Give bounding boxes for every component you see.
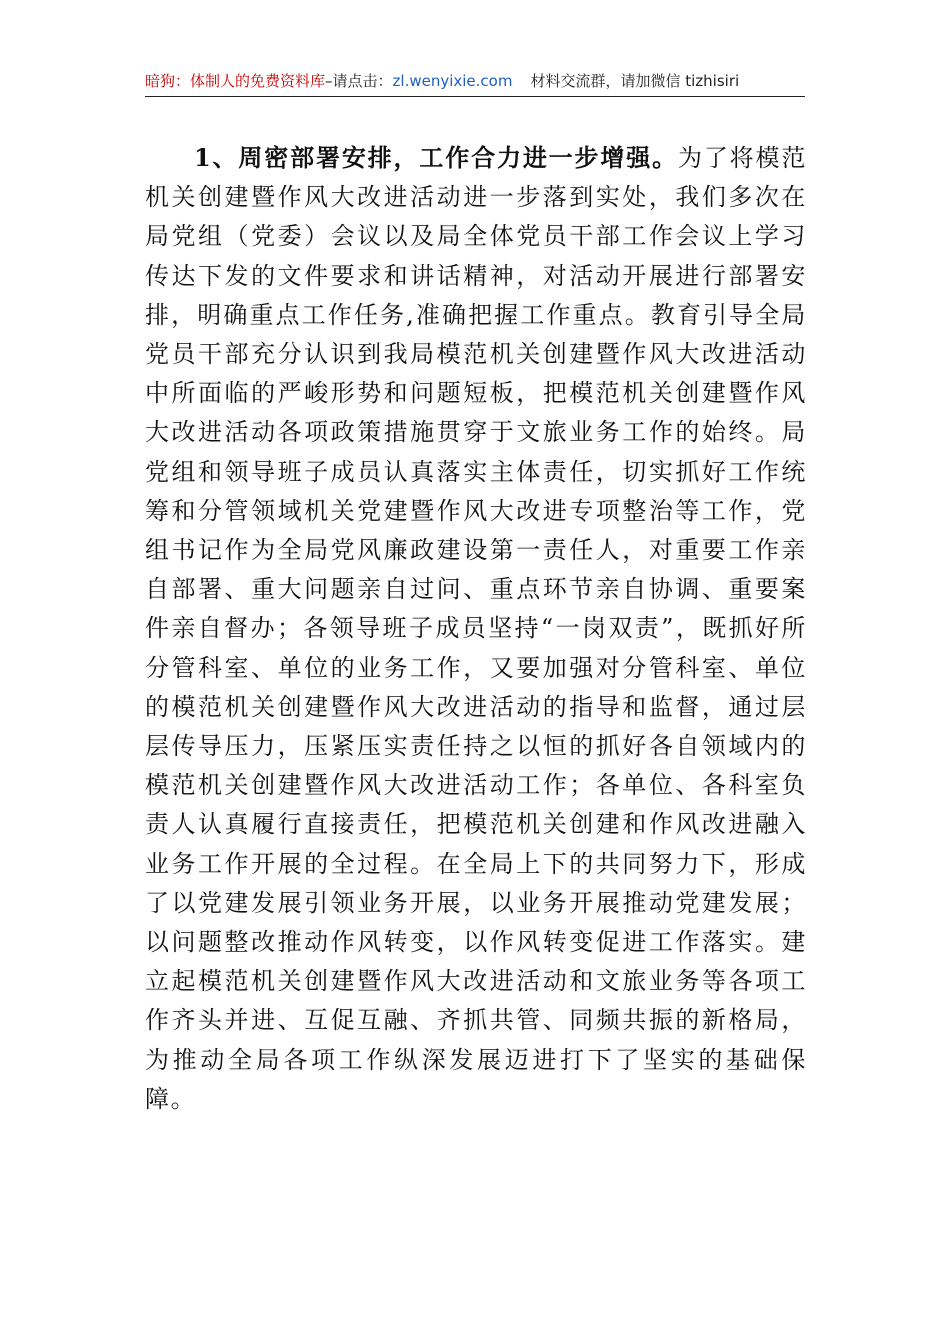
header-brand: 暗狗：体制人的免费资料库 [145, 72, 326, 90]
header-group-note: 材料交流群，请加微信 tizhisiri [530, 72, 740, 90]
paragraph-heading: 1、周密部署安排，工作合力进一步增强。 [194, 143, 678, 172]
header-prompt: –请点击： [325, 72, 393, 90]
paragraph-text: 为了将模范机关创建暨作风大改进活动进一步落到实处，我们多次在局党组（党委）会议以及局全体党员干部工作会议上学习传达下发的文件要求和讲话精神，对活动开展进行部署安排，明确重点工作任务,准确把握工作重点。教育引导全局党员干部充分认识到我局模范机关创建暨作风大改进活动中所面临的严峻形势和问题短板，把模范机关创建暨作风大改进活动各项政策措施贯穿于文旅业务工作的始终。局党组和领导班子成员认真落实主体责任，切实抓好工作统筹和分管领域机关党建暨作风大改进专项整治等工作，党组书记作为全局党风廉政建设第一责任人，对重要工作亲自部署、重大问题亲自过问、重点环节亲自协调、重要案件亲自督办；各领导班子成员坚持“一岗双责”，既抓好所分管科室、单位的业务工作，又要加强对分管科室、单位的模范机关创建暨作风大改进活动的指导和监督，通过层层传导压力，压紧压实责任持之以恒的抓好各自领域内的模范机关创建暨作风大改进活动工作；各单位、各科室负责人认真履行直接责任，把模范机关创建和作风改进融入业务工作开展的全过程。在全局上下的共同努力下，形成了以党建发展引领业务开展，以业务开展推动党建发展；以问题整改推动作风转变，以作风转变促进工作落实。建立起模范机关创建暨作风大改进活动和文旅业务等各项工作齐头并进、互促互融、齐抓共管、同频共振的新格局，为推动全局各项工作纵深发展迈进打下了坚实的基础保障。 [145, 144, 807, 1113]
header-link[interactable]: zl.wenyixie.com [392, 72, 513, 90]
body-paragraph [145, 138, 807, 1119]
page-header [145, 66, 805, 97]
